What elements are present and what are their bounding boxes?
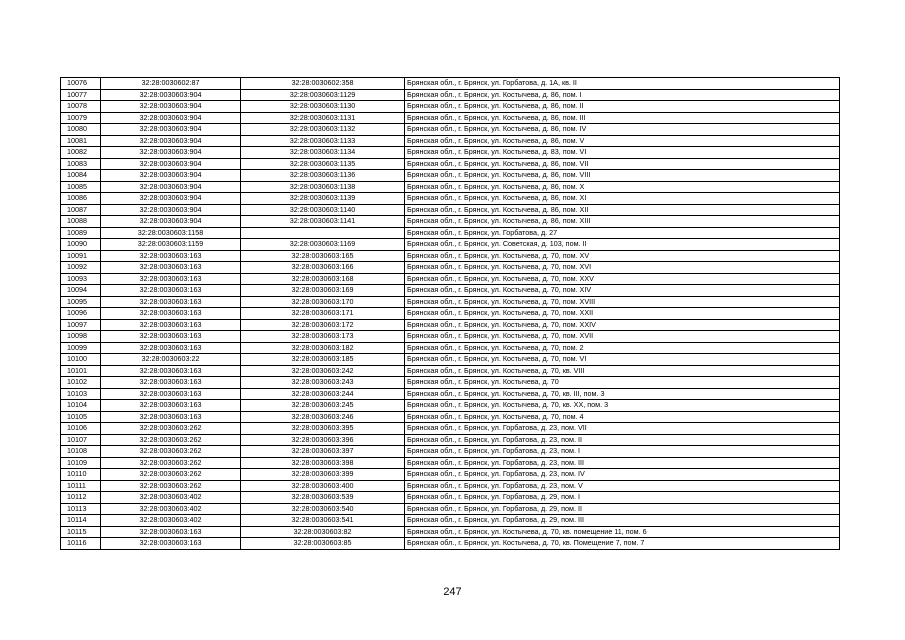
parent-cadastral-number-cell: 32:28:0030603:262 <box>101 457 241 469</box>
row-number-cell: 10081 <box>61 135 101 147</box>
table-row <box>61 319 840 331</box>
row-number-cell: 10082 <box>61 147 101 159</box>
row-number-cell: 10102 <box>61 377 101 389</box>
parent-cadastral-number-cell: 32:28:0030603:402 <box>101 492 241 504</box>
row-number-cell: 10094 <box>61 285 101 297</box>
row-number-cell: 10112 <box>61 492 101 504</box>
table-row <box>61 538 840 550</box>
parent-cadastral-number-cell: 32:28:0030603:163 <box>101 262 241 274</box>
parent-cadastral-number-cell: 32:28:0030603:163 <box>101 250 241 262</box>
address-cell: Брянская обл., г. Брянск, ул. Костычева, д. 70, пом. 2 <box>405 342 840 354</box>
table-row <box>61 285 840 297</box>
cadastral-number-cell: 32:28:0030603:165 <box>241 250 405 262</box>
table-row <box>61 204 840 216</box>
address-cell: Брянская обл., г. Брянск, ул. Горбатова, д. 29, пом. I <box>405 492 840 504</box>
parent-cadastral-number-cell: 32:28:0030603:163 <box>101 296 241 308</box>
parent-cadastral-number-cell: 32:28:0030603:262 <box>101 434 241 446</box>
address-cell: Брянская обл., г. Брянск, ул. Горбатова, д. 23, пом. IV <box>405 469 840 481</box>
row-number-cell: 10105 <box>61 411 101 423</box>
cadastral-number-cell: 32:28:0030603:244 <box>241 388 405 400</box>
parent-cadastral-number-cell: 32:28:0030603:163 <box>101 377 241 389</box>
parent-cadastral-number-cell: 32:28:0030603:1158 <box>101 227 241 239</box>
parent-cadastral-number-cell: 32:28:0030603:904 <box>101 181 241 193</box>
parent-cadastral-number-cell: 32:28:0030603:904 <box>101 170 241 182</box>
address-cell: Брянская обл., г. Брянск, ул. Костычева, д. 86, пом. I <box>405 89 840 101</box>
parent-cadastral-number-cell: 32:28:0030603:163 <box>101 365 241 377</box>
parent-cadastral-number-cell: 32:28:0030603:163 <box>101 388 241 400</box>
registry-table-container <box>60 77 839 550</box>
parent-cadastral-number-cell: 32:28:0030603:402 <box>101 515 241 527</box>
row-number-cell: 10101 <box>61 365 101 377</box>
address-cell: Брянская обл., г. Брянск, ул. Костычева, д. 70, пом. XXV <box>405 273 840 285</box>
row-number-cell: 10104 <box>61 400 101 412</box>
cadastral-number-cell: 32:28:0030603:539 <box>241 492 405 504</box>
parent-cadastral-number-cell: 32:28:0030603:904 <box>101 89 241 101</box>
address-cell: Брянская обл., г. Брянск, ул. Горбатова, д. 23, пом. III <box>405 457 840 469</box>
row-number-cell: 10116 <box>61 538 101 550</box>
row-number-cell: 10087 <box>61 204 101 216</box>
address-cell: Брянская обл., г. Брянск, ул. Горбатова, д. 29, пом. II <box>405 503 840 515</box>
address-cell: Брянская обл., г. Брянск, ул. Горбатова, д. 27 <box>405 227 840 239</box>
table-row <box>61 296 840 308</box>
cadastral-number-cell: 32:28:0030603:1131 <box>241 112 405 124</box>
row-number-cell: 10107 <box>61 434 101 446</box>
parent-cadastral-number-cell: 32:28:0030603:163 <box>101 538 241 550</box>
cadastral-number-cell: 32:28:0030602:358 <box>241 78 405 90</box>
cadastral-number-cell: 32:28:0030603:169 <box>241 285 405 297</box>
parent-cadastral-number-cell: 32:28:0030603:904 <box>101 216 241 228</box>
address-cell: Брянская обл., г. Брянск, ул. Советская, д. 103, пом. II <box>405 239 840 251</box>
cadastral-number-cell: 32:28:0030603:396 <box>241 434 405 446</box>
cadastral-number-cell: 32:28:0030603:1140 <box>241 204 405 216</box>
row-number-cell: 10088 <box>61 216 101 228</box>
table-row <box>61 158 840 170</box>
cadastral-number-cell: 32:28:0030603:242 <box>241 365 405 377</box>
address-cell: Брянская обл., г. Брянск, ул. Костычева, д. 70, кв. III, пом. 3 <box>405 388 840 400</box>
table-row <box>61 503 840 515</box>
table-row <box>61 170 840 182</box>
table-row <box>61 124 840 136</box>
address-cell: Брянская обл., г. Брянск, ул. Костычева, д. 70, пом. XVII <box>405 331 840 343</box>
address-cell: Брянская обл., г. Брянск, ул. Костычева, д. 70, пом. XXIV <box>405 319 840 331</box>
table-row <box>61 78 840 90</box>
table-row <box>61 262 840 274</box>
row-number-cell: 10096 <box>61 308 101 320</box>
row-number-cell: 10098 <box>61 331 101 343</box>
address-cell: Брянская обл., г. Брянск, ул. Костычева, д. 86, пом. VII <box>405 158 840 170</box>
table-row <box>61 250 840 262</box>
address-cell: Брянская обл., г. Брянск, ул. Горбатова, д. 1А, кв. II <box>405 78 840 90</box>
table-row <box>61 446 840 458</box>
address-cell: Брянская обл., г. Брянск, ул. Горбатова, д. 23, пом. VII <box>405 423 840 435</box>
cadastral-number-cell: 32:28:0030603:1136 <box>241 170 405 182</box>
cadastral-number-cell: 32:28:0030603:541 <box>241 515 405 527</box>
cadastral-number-cell: 32:28:0030603:171 <box>241 308 405 320</box>
page-number: 247 <box>443 586 462 598</box>
address-cell: Брянская обл., г. Брянск, ул. Костычева, д. 70, кв. VIII <box>405 365 840 377</box>
table-row <box>61 273 840 285</box>
address-cell: Брянская обл., г. Брянск, ул. Горбатова, д. 23, пом. I <box>405 446 840 458</box>
address-cell: Брянская обл., г. Брянск, ул. Костычева, д. 86, пом. II <box>405 101 840 113</box>
row-number-cell: 10080 <box>61 124 101 136</box>
address-cell: Брянская обл., г. Брянск, ул. Костычева, д. 70, кв. XX, пом. 3 <box>405 400 840 412</box>
row-number-cell: 10092 <box>61 262 101 274</box>
address-cell: Брянская обл., г. Брянск, ул. Костычева, д. 86, пом. III <box>405 112 840 124</box>
cadastral-number-cell: 32:28:0030603:168 <box>241 273 405 285</box>
row-number-cell: 10103 <box>61 388 101 400</box>
address-cell: Брянская обл., г. Брянск, ул. Костычева, д. 86, пом. IV <box>405 124 840 136</box>
address-cell: Брянская обл., г. Брянск, ул. Горбатова, д. 29, пом. III <box>405 515 840 527</box>
table-row <box>61 365 840 377</box>
row-number-cell: 10099 <box>61 342 101 354</box>
cadastral-number-cell: 32:28:0030603:1132 <box>241 124 405 136</box>
table-row <box>61 135 840 147</box>
cadastral-number-cell: 32:28:0030603:1135 <box>241 158 405 170</box>
table-row <box>61 181 840 193</box>
address-cell: Брянская обл., г. Брянск, ул. Костычева, д. 86, пом. VIII <box>405 170 840 182</box>
cadastral-number-cell: 32:28:0030603:397 <box>241 446 405 458</box>
parent-cadastral-number-cell: 32:28:0030603:904 <box>101 204 241 216</box>
parent-cadastral-number-cell: 32:28:0030603:904 <box>101 193 241 205</box>
parent-cadastral-number-cell: 32:28:0030603:163 <box>101 400 241 412</box>
row-number-cell: 10076 <box>61 78 101 90</box>
cadastral-number-cell: 32:28:0030603:1129 <box>241 89 405 101</box>
row-number-cell: 10093 <box>61 273 101 285</box>
row-number-cell: 10095 <box>61 296 101 308</box>
parent-cadastral-number-cell: 32:28:0030603:904 <box>101 124 241 136</box>
parent-cadastral-number-cell: 32:28:0030603:163 <box>101 308 241 320</box>
row-number-cell: 10115 <box>61 526 101 538</box>
table-row <box>61 377 840 389</box>
cadastral-number-cell: 32:28:0030603:1134 <box>241 147 405 159</box>
cadastral-number-cell: 32:28:0030603:245 <box>241 400 405 412</box>
parent-cadastral-number-cell: 32:28:0030603:163 <box>101 273 241 285</box>
cadastral-number-cell: 32:28:0030603:82 <box>241 526 405 538</box>
row-number-cell: 10085 <box>61 181 101 193</box>
table-row <box>61 411 840 423</box>
parent-cadastral-number-cell: 32:28:0030603:262 <box>101 446 241 458</box>
cadastral-number-cell: 32:28:0030603:1138 <box>241 181 405 193</box>
row-number-cell: 10083 <box>61 158 101 170</box>
registry-table <box>60 77 840 550</box>
parent-cadastral-number-cell: 32:28:0030603:1159 <box>101 239 241 251</box>
parent-cadastral-number-cell: 32:28:0030603:163 <box>101 331 241 343</box>
cadastral-number-cell: 32:28:0030603:395 <box>241 423 405 435</box>
row-number-cell: 10091 <box>61 250 101 262</box>
address-cell: Брянская обл., г. Брянск, ул. Костычева, д. 70, кв. Помещение 7, пом. 7 <box>405 538 840 550</box>
row-number-cell: 10078 <box>61 101 101 113</box>
parent-cadastral-number-cell: 32:28:0030603:904 <box>101 158 241 170</box>
row-number-cell: 10113 <box>61 503 101 515</box>
table-row <box>61 388 840 400</box>
address-cell: Брянская обл., г. Брянск, ул. Горбатова, д. 23, пом. V <box>405 480 840 492</box>
address-cell: Брянская обл., г. Брянск, ул. Костычева, д. 70, пом. XVI <box>405 262 840 274</box>
parent-cadastral-number-cell: 32:28:0030603:904 <box>101 135 241 147</box>
table-row <box>61 492 840 504</box>
cadastral-number-cell: 32:28:0030603:398 <box>241 457 405 469</box>
cadastral-number-cell: 32:28:0030603:172 <box>241 319 405 331</box>
row-number-cell: 10111 <box>61 480 101 492</box>
table-row <box>61 354 840 366</box>
parent-cadastral-number-cell: 32:28:0030603:22 <box>101 354 241 366</box>
parent-cadastral-number-cell: 32:28:0030603:163 <box>101 342 241 354</box>
row-number-cell: 10100 <box>61 354 101 366</box>
table-row <box>61 480 840 492</box>
cadastral-number-cell: 32:28:0030603:170 <box>241 296 405 308</box>
cadastral-number-cell <box>241 227 405 239</box>
table-row <box>61 308 840 320</box>
cadastral-number-cell: 32:28:0030603:1141 <box>241 216 405 228</box>
cadastral-number-cell: 32:28:0030603:1133 <box>241 135 405 147</box>
address-cell: Брянская обл., г. Брянск, ул. Костычева, д. 83, пом. VI <box>405 147 840 159</box>
table-row <box>61 434 840 446</box>
parent-cadastral-number-cell: 32:28:0030603:163 <box>101 526 241 538</box>
parent-cadastral-number-cell: 32:28:0030603:904 <box>101 101 241 113</box>
table-row <box>61 400 840 412</box>
row-number-cell: 10086 <box>61 193 101 205</box>
row-number-cell: 10097 <box>61 319 101 331</box>
address-cell: Брянская обл., г. Брянск, ул. Костычева, д. 70, пом. XXII <box>405 308 840 320</box>
table-row <box>61 193 840 205</box>
cadastral-number-cell: 32:28:0030603:540 <box>241 503 405 515</box>
row-number-cell: 10110 <box>61 469 101 481</box>
cadastral-number-cell: 32:28:0030603:185 <box>241 354 405 366</box>
table-row <box>61 101 840 113</box>
address-cell: Брянская обл., г. Брянск, ул. Костычева, д. 70, пом. XV <box>405 250 840 262</box>
address-cell: Брянская обл., г. Брянск, ул. Костычева, д. 70, пом. XVIII <box>405 296 840 308</box>
address-cell: Брянская обл., г. Брянск, ул. Костычева, д. 70 <box>405 377 840 389</box>
table-row <box>61 216 840 228</box>
address-cell: Брянская обл., г. Брянск, ул. Горбатова, д. 23, пом. II <box>405 434 840 446</box>
parent-cadastral-number-cell: 32:28:0030603:163 <box>101 285 241 297</box>
parent-cadastral-number-cell: 32:28:0030603:163 <box>101 411 241 423</box>
cadastral-number-cell: 32:28:0030603:173 <box>241 331 405 343</box>
parent-cadastral-number-cell: 32:28:0030603:402 <box>101 503 241 515</box>
table-row <box>61 469 840 481</box>
cadastral-number-cell: 32:28:0030603:243 <box>241 377 405 389</box>
table-row <box>61 515 840 527</box>
parent-cadastral-number-cell: 32:28:0030603:262 <box>101 480 241 492</box>
table-row <box>61 457 840 469</box>
address-cell: Брянская обл., г. Брянск, ул. Костычева, д. 86, пом. X <box>405 181 840 193</box>
cadastral-number-cell: 32:28:0030603:1130 <box>241 101 405 113</box>
address-cell: Брянская обл., г. Брянск, ул. Костычева, д. 86, пом. V <box>405 135 840 147</box>
row-number-cell: 10108 <box>61 446 101 458</box>
address-cell: Брянская обл., г. Брянск, ул. Костычева, д. 70, пом. VI <box>405 354 840 366</box>
parent-cadastral-number-cell: 32:28:0030603:904 <box>101 112 241 124</box>
cadastral-number-cell: 32:28:0030603:166 <box>241 262 405 274</box>
row-number-cell: 10077 <box>61 89 101 101</box>
table-row <box>61 239 840 251</box>
address-cell: Брянская обл., г. Брянск, ул. Костычева, д. 70, пом. 4 <box>405 411 840 423</box>
cadastral-number-cell: 32:28:0030603:399 <box>241 469 405 481</box>
table-row <box>61 89 840 101</box>
table-row <box>61 147 840 159</box>
parent-cadastral-number-cell: 32:28:0030603:262 <box>101 469 241 481</box>
table-row <box>61 227 840 239</box>
parent-cadastral-number-cell: 32:28:0030603:163 <box>101 319 241 331</box>
row-number-cell: 10090 <box>61 239 101 251</box>
row-number-cell: 10109 <box>61 457 101 469</box>
cadastral-number-cell: 32:28:0030603:1169 <box>241 239 405 251</box>
registry-table-body <box>61 78 840 550</box>
row-number-cell: 10084 <box>61 170 101 182</box>
cadastral-number-cell: 32:28:0030603:246 <box>241 411 405 423</box>
parent-cadastral-number-cell: 32:28:0030602:87 <box>101 78 241 90</box>
table-row <box>61 112 840 124</box>
row-number-cell: 10114 <box>61 515 101 527</box>
parent-cadastral-number-cell: 32:28:0030603:904 <box>101 147 241 159</box>
address-cell: Брянская обл., г. Брянск, ул. Костычева, д. 86, пом. XII <box>405 204 840 216</box>
row-number-cell: 10106 <box>61 423 101 435</box>
address-cell: Брянская обл., г. Брянск, ул. Костычева, д. 86, пом. XIII <box>405 216 840 228</box>
table-row <box>61 331 840 343</box>
table-row <box>61 526 840 538</box>
address-cell: Брянская обл., г. Брянск, ул. Костычева, д. 70, кв. помещение 11, пом. 6 <box>405 526 840 538</box>
cadastral-number-cell: 32:28:0030603:182 <box>241 342 405 354</box>
address-cell: Брянская обл., г. Брянск, ул. Костычева, д. 86, пом. XI <box>405 193 840 205</box>
table-row <box>61 423 840 435</box>
cadastral-number-cell: 32:28:0030603:400 <box>241 480 405 492</box>
parent-cadastral-number-cell: 32:28:0030603:262 <box>101 423 241 435</box>
row-number-cell: 10089 <box>61 227 101 239</box>
row-number-cell: 10079 <box>61 112 101 124</box>
table-row <box>61 342 840 354</box>
address-cell: Брянская обл., г. Брянск, ул. Костычева, д. 70, пом. XIV <box>405 285 840 297</box>
cadastral-number-cell: 32:28:0030603:1139 <box>241 193 405 205</box>
cadastral-number-cell: 32:28:0030603:85 <box>241 538 405 550</box>
